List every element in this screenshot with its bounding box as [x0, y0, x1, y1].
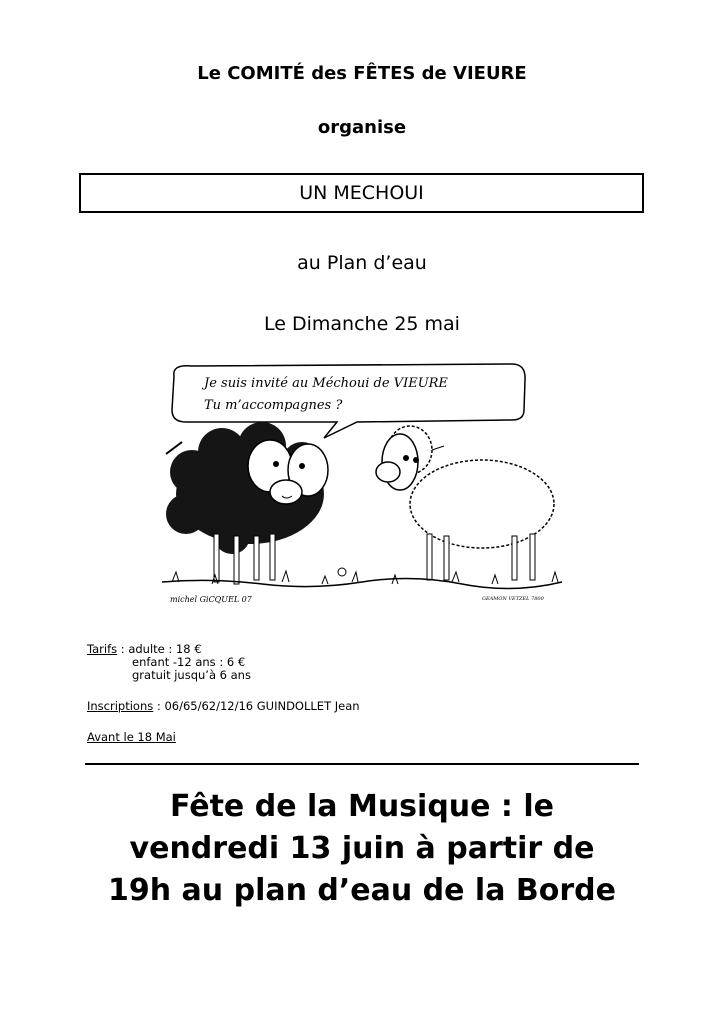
music-line-1: Fête de la Musique : le — [169, 789, 555, 824]
flower-icon — [338, 568, 346, 576]
speech-line-1: Je suis invité au Méchoui de VIEURE — [204, 376, 448, 391]
white-sheep-icon — [376, 426, 554, 580]
organizer-verb: organise — [317, 117, 407, 138]
artist-signature-right: GEAMON VETZEL 7800 — [482, 596, 544, 602]
tarif-free: gratuit jusqu’à 6 ans — [132, 668, 251, 682]
inscriptions-value: 06/65/62/12/16 GUINDOLLET Jean — [164, 699, 360, 713]
music-line-2: vendredi 13 juin à partir de — [129, 831, 595, 866]
event-title-box — [79, 173, 644, 213]
registration-deadline: Avant le 18 Mai — [87, 730, 176, 744]
tarif-adult: adulte : 18 € — [128, 642, 202, 656]
tarif-child: enfant -12 ans : 6 € — [132, 655, 246, 669]
event-venue: au Plan d’eau — [297, 252, 427, 274]
event-date: Le Dimanche 25 mai — [264, 313, 460, 335]
ground-line — [162, 578, 562, 588]
black-sheep-icon — [166, 422, 328, 584]
event-title: UN MECHOUI — [299, 182, 424, 204]
music-line-3: 19h au plan d’eau de la Borde — [108, 873, 616, 908]
inscriptions-block: Inscriptions : 06/65/62/12/16 GUINDOLLET Jean — [87, 699, 360, 713]
tarifs-block: Tarifs : adulte : 18 € enfant -12 ans : 6 € gratuit jusqu’à 6 ans — [87, 642, 251, 682]
section-divider — [85, 763, 639, 765]
music-festival-announcement — [0, 786, 724, 912]
tarifs-label: Tarifs — [87, 642, 118, 656]
organizer-heading: Le COMITÉ des FÊTES de VIEURE — [197, 63, 527, 84]
sheep-cartoon-illustration — [152, 354, 572, 616]
inscriptions-label: Inscriptions — [87, 699, 154, 713]
speech-line-2: Tu m’accompagnes ? — [204, 398, 343, 413]
artist-signature-left: michel GiCQUEL 07 — [170, 595, 252, 604]
